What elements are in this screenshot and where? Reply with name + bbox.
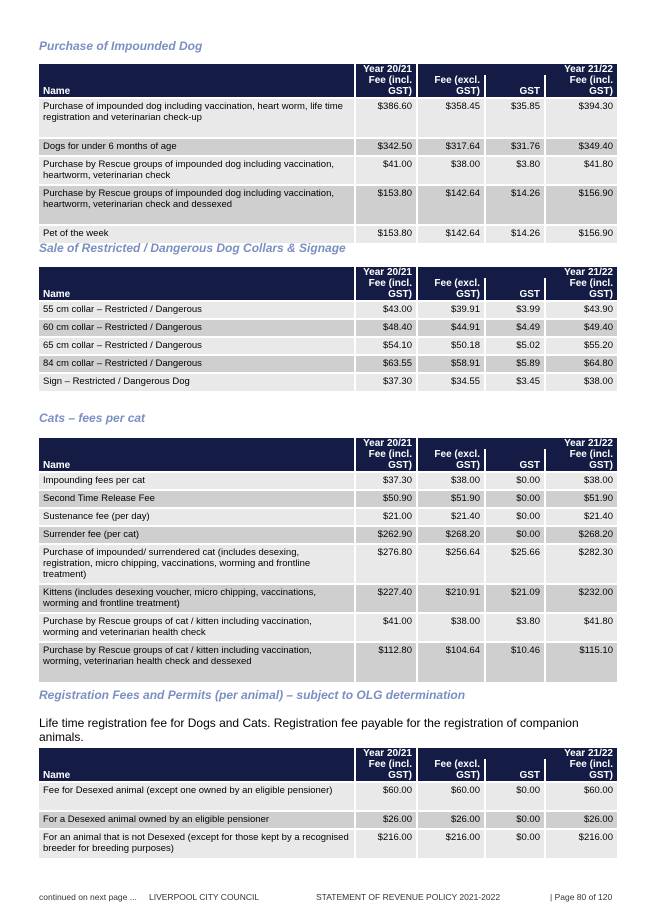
- table-row: [39, 156, 617, 185]
- table-row: [39, 373, 617, 391]
- row-fee-cell: $317.64: [417, 138, 485, 156]
- row-name-cell: Purchase by Rescue groups of cat / kitten including vaccination, worming and veterinarian health check: [39, 613, 355, 642]
- row-fee-cell: $49.40: [545, 319, 617, 337]
- row-fee-cell: $210.91: [417, 584, 485, 613]
- row-fee-cell: $342.50: [355, 138, 417, 156]
- row-fee-cell: $43.90: [545, 301, 617, 319]
- row-fee-cell: $153.80: [355, 185, 417, 225]
- row-fee-cell: $5.02: [485, 337, 545, 355]
- row-fee-cell: $64.80: [545, 355, 617, 373]
- column-header-gst: GST: [485, 278, 545, 301]
- row-fee-cell: $26.00: [545, 811, 617, 829]
- row-name-cell: Sustenance fee (per day): [39, 508, 355, 526]
- row-fee-cell: $3.99: [485, 301, 545, 319]
- column-header-gst: GST: [485, 449, 545, 472]
- row-fee-cell: $21.09: [485, 584, 545, 613]
- row-fee-cell: $0.00: [485, 526, 545, 544]
- row-fee-cell: $21.40: [545, 508, 617, 526]
- row-fee-cell: $216.00: [417, 829, 485, 858]
- footer-statement: STATEMENT OF REVENUE POLICY 2021-2022: [316, 892, 501, 902]
- footer-council: LIVERPOOL CITY COUNCIL: [149, 892, 260, 902]
- row-fee-cell: $50.90: [355, 490, 417, 508]
- table-row: [39, 508, 617, 526]
- row-fee-cell: $38.00: [417, 613, 485, 642]
- row-fee-cell: $386.60: [355, 98, 417, 138]
- row-fee-cell: $3.80: [485, 156, 545, 185]
- column-header-fee-excl-gst: Fee (excl. GST): [417, 759, 485, 782]
- row-name-cell: Second Time Release Fee: [39, 490, 355, 508]
- row-fee-cell: $14.26: [485, 225, 545, 243]
- row-fee-cell: $232.00: [545, 584, 617, 613]
- column-header-fee-incl-gst: Fee (incl. GST): [355, 75, 417, 98]
- column-header-year-2021: Year 20/21: [355, 438, 417, 449]
- table-row: [39, 544, 617, 584]
- column-header-year-2122: Year 21/22: [417, 748, 617, 759]
- row-fee-cell: $37.30: [355, 373, 417, 391]
- row-fee-cell: $38.00: [545, 472, 617, 490]
- row-fee-cell: $41.80: [545, 613, 617, 642]
- column-header-gst: GST: [485, 759, 545, 782]
- row-fee-cell: $41.00: [355, 613, 417, 642]
- row-fee-cell: $41.00: [355, 156, 417, 185]
- fee-table: [39, 748, 617, 858]
- row-name-cell: For an animal that is not Desexed (except for those kept by a recognised breeder for breeding purposes): [39, 829, 355, 858]
- row-fee-cell: $43.00: [355, 301, 417, 319]
- row-fee-cell: $227.40: [355, 584, 417, 613]
- row-name-cell: Purchase of impounded dog including vaccination, heart worm, life time registration and veterinarian check-up: [39, 98, 355, 138]
- row-fee-cell: $112.80: [355, 642, 417, 682]
- column-header-gst: GST: [485, 75, 545, 98]
- row-fee-cell: $54.10: [355, 337, 417, 355]
- column-header-name: Name: [39, 64, 355, 98]
- row-fee-cell: $282.30: [545, 544, 617, 584]
- row-fee-cell: $156.90: [545, 185, 617, 225]
- row-name-cell: Purchase by Rescue groups of impounded dog including vaccination, heartworm, veterinarian check: [39, 156, 355, 185]
- row-name-cell: Sign – Restricted / Dangerous Dog: [39, 373, 355, 391]
- row-fee-cell: $26.00: [355, 811, 417, 829]
- column-header-year-2021: Year 20/21: [355, 64, 417, 75]
- table-row: [39, 526, 617, 544]
- row-name-cell: Fee for Desexed animal (except one owned by an eligible pensioner): [39, 782, 355, 811]
- row-fee-cell: $50.18: [417, 337, 485, 355]
- column-header-fee-incl-gst: Fee (incl. GST): [545, 759, 617, 782]
- row-fee-cell: $268.20: [545, 526, 617, 544]
- row-fee-cell: $0.00: [485, 490, 545, 508]
- row-name-cell: Purchase by Rescue groups of impounded dog including vaccination, heartworm, veterinarian check and dessexed: [39, 185, 355, 225]
- column-header-fee-excl-gst: Fee (excl. GST): [417, 449, 485, 472]
- column-header-fee-incl-gst: Fee (incl. GST): [545, 75, 617, 98]
- row-fee-cell: $38.00: [417, 156, 485, 185]
- row-name-cell: Purchase of impounded/ surrendered cat (includes desexing, registration, micro chipping, vaccinations, worming and frontline treatment): [39, 544, 355, 584]
- column-header-fee-incl-gst: Fee (incl. GST): [545, 278, 617, 301]
- row-fee-cell: $51.90: [545, 490, 617, 508]
- row-fee-cell: $0.00: [485, 811, 545, 829]
- row-fee-cell: $63.55: [355, 355, 417, 373]
- row-fee-cell: $44.91: [417, 319, 485, 337]
- row-fee-cell: $115.10: [545, 642, 617, 682]
- column-header-name: Name: [39, 748, 355, 782]
- row-fee-cell: $394.30: [545, 98, 617, 138]
- row-fee-cell: $37.30: [355, 472, 417, 490]
- row-fee-cell: $276.80: [355, 544, 417, 584]
- row-fee-cell: $35.85: [485, 98, 545, 138]
- table-row: [39, 829, 617, 858]
- row-fee-cell: $156.90: [545, 225, 617, 243]
- column-header-fee-incl-gst: Fee (incl. GST): [355, 759, 417, 782]
- section-title: Purchase of Impounded Dog: [39, 39, 203, 53]
- row-fee-cell: $34.55: [417, 373, 485, 391]
- row-fee-cell: $38.00: [417, 472, 485, 490]
- row-fee-cell: $60.00: [545, 782, 617, 811]
- row-name-cell: Surrender fee (per cat): [39, 526, 355, 544]
- column-header-fee-incl-gst: Fee (incl. GST): [355, 278, 417, 301]
- row-fee-cell: $216.00: [355, 829, 417, 858]
- table-row: [39, 642, 617, 682]
- table-row: [39, 613, 617, 642]
- table-row: [39, 490, 617, 508]
- table-row: [39, 355, 617, 373]
- table-row: [39, 337, 617, 355]
- row-fee-cell: $4.49: [485, 319, 545, 337]
- section-title: Cats – fees per cat: [39, 411, 146, 425]
- section-title: Registration Fees and Permits (per animal) – subject to OLG determination: [39, 688, 466, 702]
- row-fee-cell: $349.40: [545, 138, 617, 156]
- column-header-name: Name: [39, 438, 355, 472]
- row-fee-cell: $39.91: [417, 301, 485, 319]
- footer-page-number: | Page 80 of 120: [550, 892, 613, 902]
- row-fee-cell: $104.64: [417, 642, 485, 682]
- column-header-year-2021: Year 20/21: [355, 267, 417, 278]
- table-row: [39, 138, 617, 156]
- row-name-cell: Purchase by Rescue groups of cat / kitten including vaccination, worming, veterinarian health check and dessexed: [39, 642, 355, 682]
- row-name-cell: 84 cm collar – Restricted / Dangerous: [39, 355, 355, 373]
- row-fee-cell: $3.80: [485, 613, 545, 642]
- row-fee-cell: $5.89: [485, 355, 545, 373]
- column-header-year-2122: Year 21/22: [417, 267, 617, 278]
- row-fee-cell: $216.00: [545, 829, 617, 858]
- row-fee-cell: $21.00: [355, 508, 417, 526]
- row-fee-cell: $0.00: [485, 782, 545, 811]
- row-fee-cell: $0.00: [485, 508, 545, 526]
- fee-table: [39, 64, 617, 243]
- row-fee-cell: $21.40: [417, 508, 485, 526]
- column-header-year-2122: Year 21/22: [417, 438, 617, 449]
- table-row: [39, 811, 617, 829]
- column-header-fee-excl-gst: Fee (excl. GST): [417, 278, 485, 301]
- row-fee-cell: $58.91: [417, 355, 485, 373]
- table-row: [39, 584, 617, 613]
- table-row: [39, 782, 617, 811]
- column-header-fee-excl-gst: Fee (excl. GST): [417, 75, 485, 98]
- row-fee-cell: $268.20: [417, 526, 485, 544]
- column-header-name: Name: [39, 267, 355, 301]
- row-name-cell: Dogs for under 6 months of age: [39, 138, 355, 156]
- row-fee-cell: $10.46: [485, 642, 545, 682]
- row-name-cell: 60 cm collar – Restricted / Dangerous: [39, 319, 355, 337]
- row-name-cell: 55 cm collar – Restricted / Dangerous: [39, 301, 355, 319]
- row-fee-cell: $26.00: [417, 811, 485, 829]
- row-fee-cell: $262.90: [355, 526, 417, 544]
- table-row: [39, 185, 617, 225]
- row-name-cell: 65 cm collar – Restricted / Dangerous: [39, 337, 355, 355]
- row-fee-cell: $51.90: [417, 490, 485, 508]
- row-fee-cell: $55.20: [545, 337, 617, 355]
- row-fee-cell: $142.64: [417, 225, 485, 243]
- table-row: [39, 472, 617, 490]
- row-fee-cell: $14.26: [485, 185, 545, 225]
- fee-table: [39, 438, 617, 682]
- row-name-cell: Kittens (includes desexing voucher, micro chipping, vaccinations, worming and frontline treatment): [39, 584, 355, 613]
- column-header-year-2021: Year 20/21: [355, 748, 417, 759]
- table-row: [39, 98, 617, 138]
- row-fee-cell: $3.45: [485, 373, 545, 391]
- row-fee-cell: $60.00: [417, 782, 485, 811]
- section-title: Sale of Restricted / Dangerous Dog Collars & Signage: [39, 241, 346, 255]
- row-name-cell: For a Desexed animal owned by an eligible pensioner: [39, 811, 355, 829]
- row-fee-cell: $256.64: [417, 544, 485, 584]
- row-name-cell: Pet of the week: [39, 225, 355, 243]
- section-intro: Life time registration fee for Dogs and Cats. Registration fee payable for the registration of companion animals.: [39, 716, 579, 744]
- row-fee-cell: $0.00: [485, 829, 545, 858]
- column-header-fee-incl-gst: Fee (incl. GST): [355, 449, 417, 472]
- row-fee-cell: $25.66: [485, 544, 545, 584]
- table-row: [39, 319, 617, 337]
- table-row: [39, 301, 617, 319]
- row-fee-cell: $0.00: [485, 472, 545, 490]
- row-fee-cell: $38.00: [545, 373, 617, 391]
- row-fee-cell: $31.76: [485, 138, 545, 156]
- row-fee-cell: $358.45: [417, 98, 485, 138]
- row-fee-cell: $48.40: [355, 319, 417, 337]
- column-header-year-2122: Year 21/22: [417, 64, 617, 75]
- footer-continued: continued on next page ...: [39, 892, 137, 902]
- column-header-fee-incl-gst: Fee (incl. GST): [545, 449, 617, 472]
- row-fee-cell: $153.80: [355, 225, 417, 243]
- row-fee-cell: $41.80: [545, 156, 617, 185]
- row-name-cell: Impounding fees per cat: [39, 472, 355, 490]
- row-fee-cell: $60.00: [355, 782, 417, 811]
- row-fee-cell: $142.64: [417, 185, 485, 225]
- fee-table: [39, 267, 617, 391]
